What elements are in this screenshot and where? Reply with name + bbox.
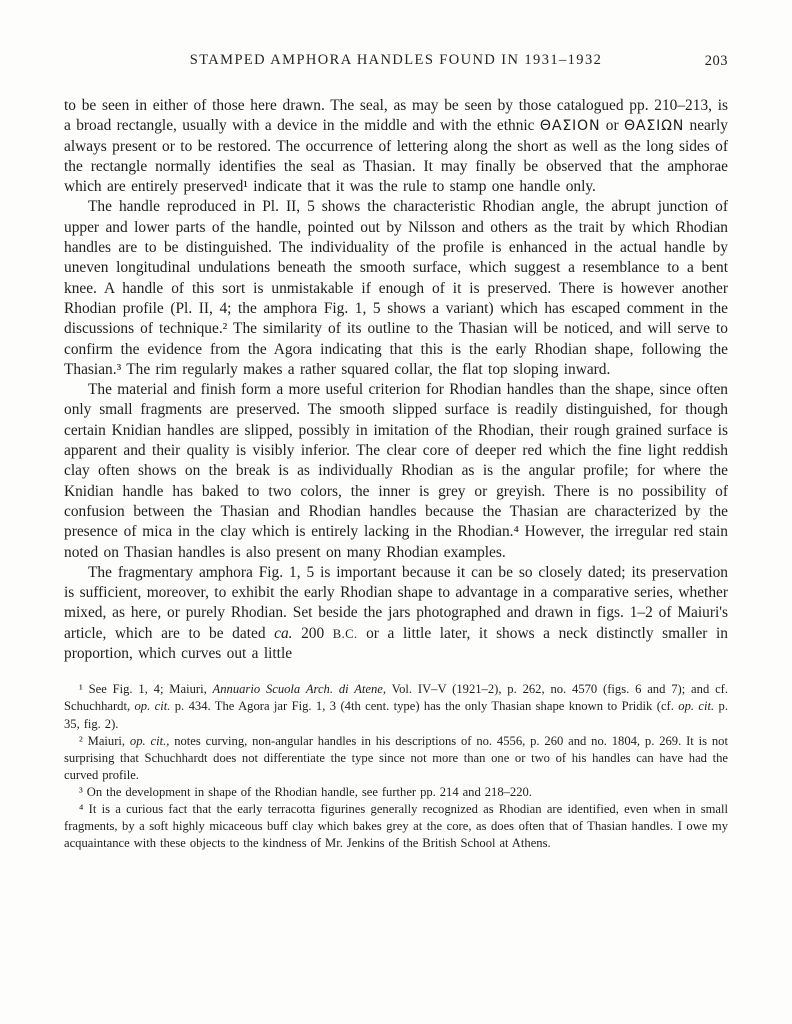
footnotes xyxy=(64,681,728,852)
paragraph-text: 200 xyxy=(292,624,333,642)
footnote-text: p. 35, fig. 2). xyxy=(64,699,728,731)
paragraph-text: The material and finish form a more useful criterion for Rhodian handles than the shape, since often only small fragments are preserved. The smooth slipped surface is readily distinguished, for though certain Knidian handles are slipped, possibly in imitation of the Rhodian, their rough grained surface is apparent and their quality is visibly inferior. The clear core of deeper red which the fine light reddish clay often shows on the break is as individually Rhodian as is the angular profile; for where the Knidian handle has baked to two colors, the inner is grey or greyish. There is no possibility of confusion between the Thasian and Rhodian handles because the Thasian are characterized by the presence of mica in the clay which is entirely lacking in the Rhodian.⁴ However, the irregular red stain noted on Thasian handles is also present on many Rhodian examples. xyxy=(64,381,728,561)
footnote-italic-run: op. cit. xyxy=(129,733,167,748)
footnote xyxy=(64,681,728,732)
page-number: 203 xyxy=(704,53,728,69)
paragraph-text: The handle reproduced in Pl. II, 5 shows the characteristic Rhodian angle, the abrupt junction of upper and lower parts of the handle, pointed out by Nilsson and others as the trait by which Rhodian handles are to be distinguished. The individuality of the profile is enhanced in the actual handle by uneven longitudinal undulations beneath the smooth surface, which suggest a resemblance to a bent knee. A handle of this sort is unmistakable if enough of it is preserved. There is however another Rhodian profile (Pl. II, 4; the amphora Fig. 1, 5 shows a variant) which has escaped comment in the discussions of technique.² The similarity of its outline to the Thasian will be noticed, and will serve to confirm the evidence from the Agora indicating that this is the early Rhodian shape, following the Thasian.³ The rim regularly makes a rather squared collar, the flat top sloping inward. xyxy=(64,198,728,378)
paragraph xyxy=(64,563,728,664)
footnote-italic-run: op. cit. xyxy=(678,699,715,714)
footnote-italic-run: op. cit. xyxy=(134,699,171,714)
footnote-text: ¹ See Fig. 1, 4; Maiuri, xyxy=(79,682,213,697)
footnote-text: ² Maiuri, xyxy=(79,733,130,748)
paragraph-greek-run: ΘΑΣΙΩΝ xyxy=(623,118,685,135)
paragraph xyxy=(64,96,728,197)
footnote-italic-run: Annuario Scuola Arch. di Atene xyxy=(212,682,383,697)
paragraph xyxy=(64,197,728,380)
paragraph-text: or a little later, it shows a neck distinctly smaller in proportion, which curves out a little xyxy=(64,624,728,663)
paragraph-text: nearly always present or to be restored. The occurrence of lettering along the short as well as the long sides of the rectangle normally identifies the seal as Thasian. It may finally be observed that the amphorae which are entirely preserved¹ indicate that it was the rule to stamp one handle only. xyxy=(64,117,728,196)
footnote xyxy=(64,733,728,784)
footnote-text: ⁴ It is a curious fact that the early terracotta figurines generally recognized as Rhodian are identified, even when in small fragments, by a soft highly micaceous buff clay which bakes grey at the core, as does often that of Thasian handles. I owe my acquaintance with these objects to the kindness of Mr. Jenkins of the British School at Athens. xyxy=(64,801,728,851)
footnote-text: , notes curving, non-angular handles in his descriptions of no. 4556, p. 260 and no. 1804, p. 269. It is not surprising that Schuchhardt does not differentiate the type since not more than one or two of his handles can have had the curved profile. xyxy=(64,733,728,782)
footnote-text: , Vol. IV–V (1921–2), p. 262, no. 4570 (figs. 6 and 7); and cf. Schuchhardt, xyxy=(64,682,728,714)
paragraph-smallcaps-run: B.C. xyxy=(332,626,358,641)
footnote xyxy=(64,801,728,852)
footnote xyxy=(64,784,728,801)
footnote-text: p. 434. The Agora jar Fig. 1, 3 (4th cent. type) has the only Thasian shape known to Pridik (cf. xyxy=(170,699,679,714)
body-text xyxy=(64,96,728,664)
paragraph-text: to be seen in either of those here drawn. The seal, as may be seen by those catalogued pp. 210–213, is a broad rectangle, usually with a device in the middle and with the ethnic xyxy=(64,97,728,135)
paragraph-text: or xyxy=(600,117,624,135)
running-title: STAMPED AMPHORA HANDLES FOUND IN 1931–1932 xyxy=(189,52,603,68)
paragraph-text: The fragmentary amphora Fig. 1, 5 is important because it can be so closely dated; its preservation is sufficient, moreover, to exhibit the early Rhodian shape to advantage in a comparative series, whether mixed, as here, or purely Rhodian. Set beside the jars photographed and drawn in figs. 1–2 of Maiuri's article, which are to be dated xyxy=(64,563,728,642)
footnote-text: ³ On the development in shape of the Rhodian handle, see further pp. 214 and 218–220. xyxy=(79,784,532,799)
paragraph xyxy=(64,380,728,563)
paragraph-italic-run: ca. xyxy=(274,624,293,642)
paragraph-greek-run: ΘΑΣΙΟΝ xyxy=(539,118,601,135)
page-header xyxy=(64,52,728,72)
